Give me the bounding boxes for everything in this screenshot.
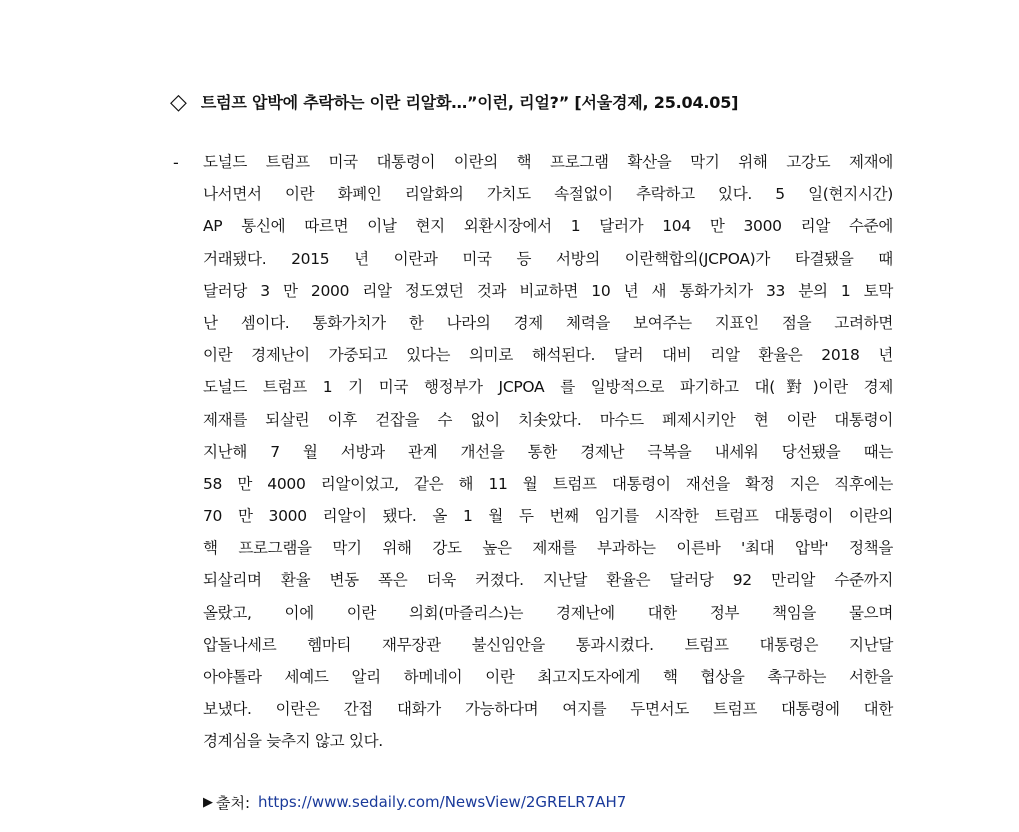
body-line: 도널드 트럼프 미국 대통령이 이란의 핵 프로그램 확산을 막기 위해 고강도 제재에 — [203, 153, 893, 171]
body-line: 압돌나세르 헴마티 재무장관 불신임안을 통과시켰다. 트럼프 대통령은 지난달 — [203, 635, 893, 654]
body-line: 난 셈이다. 통화가치가 한 나라의 경제 체력을 보여주는 지표인 점을 고려하면 — [203, 313, 893, 332]
article-title: 트럼프 압박에 추락하는 이란 리알화…”이런, 리얼?” [서울경제, 25.04.05] — [200, 93, 739, 112]
body-line: 나서면서 이란 화폐인 리알화의 가치도 속절없이 추락하고 있다. 5 일(현지시간) — [203, 185, 893, 204]
body-line: 달러당 3 만 2000 리알 정도였던 것과 비교하면 10 년 새 통화가치가 33 분의 1 토막 — [203, 281, 893, 300]
article-body — [203, 146, 893, 758]
body-line: 핵 프로그램을 막기 위해 강도 높은 제재를 부과하는 이른바 '최대 압박' 정책을 — [203, 539, 893, 558]
body-line: 70 만 3000 리알이 됐다. 올 1 월 두 번째 임기를 시작한 트럼프 대통령이 이란의 — [203, 507, 893, 526]
body-line: 되살리며 환율 변동 폭은 더욱 커졌다. 지난달 환율은 달러당 92 만리알 수준까지 — [203, 571, 893, 590]
body-line: 이란 경제난이 가중되고 있다는 의미로 해석된다. 달러 대비 리알 환율은 2018 년 — [203, 346, 893, 365]
source-label: 출처: — [216, 793, 251, 812]
body-line: 아야톨라 세예드 알리 하메네이 이란 최고지도자에게 핵 협상을 촉구하는 서한을 — [203, 668, 893, 686]
source-line — [203, 787, 626, 817]
body-line: 58 만 4000 리알이었고, 같은 해 11 월 트럼프 대통령이 재선을 확정 지은 직후에는 — [203, 474, 893, 493]
body-line: 지난해 7 월 서방과 관계 개선을 통한 경제난 극복을 내세워 당선됐을 때는 — [203, 442, 893, 461]
source-link[interactable]: https://www.sedaily.com/NewsView/2GRELR7AH7 — [258, 793, 627, 811]
body-line: 보냈다. 이란은 간접 대화가 가능하다며 여지를 두면서도 트럼프 대통령에 대한 — [203, 700, 893, 719]
body-line: 거래됐다. 2015 년 이란과 미국 등 서방의 이란핵합의(JCPOA)가 타결됐을 때 — [203, 249, 893, 268]
body-line: AP 통신에 따르면 이날 현지 외환시장에서 1 달러가 104 만 3000 리알 수준에 — [203, 217, 893, 236]
body-line: 올랐고, 이에 이란 의회(마즐리스)는 경제난에 대한 정부 책임을 물으며 — [203, 603, 893, 622]
article-heading — [170, 88, 970, 118]
body-line: 경계심을 늦추지 않고 있다. — [203, 732, 383, 751]
dash-bullet: - — [173, 153, 179, 172]
body-line: 도널드 트럼프 1 기 미국 행정부가 JCPOA 를 일방적으로 파기하고 대(對)이란 경제 — [203, 378, 893, 397]
play-arrow-icon: ▶ — [203, 794, 213, 810]
body-line: 제재를 되살린 이후 걷잡을 수 없이 치솟았다. 마수드 페제시키안 현 이란 대통령이 — [203, 410, 893, 429]
diamond-bullet-icon: ◇ — [170, 90, 187, 115]
